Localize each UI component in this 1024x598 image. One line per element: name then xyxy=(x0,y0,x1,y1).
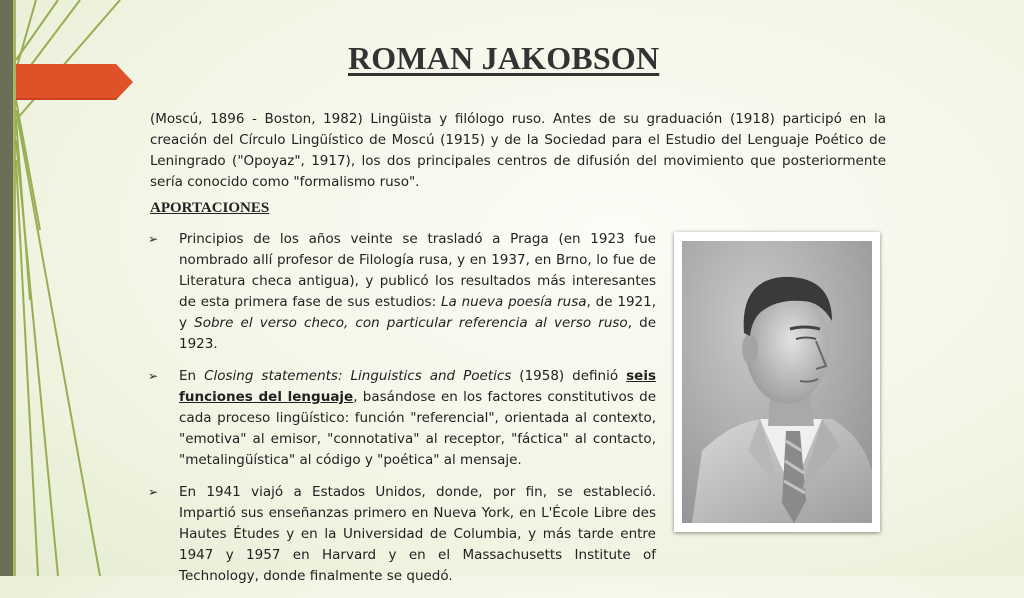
bullet-item: ➢ Principios de los años veinte se trasladó a Praga (en 1923 fue nombrado allí profesor de Filología rusa, y en 1937, en Brno, lo fue de Literatura checa antigua), y publicó los resultados más interesantes de esta primera fase de sus estudios: La nueva poesía rusa, de 1921, y Sobre el verso checo, con particular referencia al verso ruso, de 1923. xyxy=(148,231,657,352)
left-decoration xyxy=(0,0,140,576)
arrow-bullet-icon: ➢ xyxy=(148,369,159,383)
intro-paragraph: (Moscú, 1896 - Boston, 1982) Lingüista y filólogo ruso. Antes de su graduación (1918) participó en la creación del Círculo Lingüístico de Moscú (1915) y de la Sociedad para el Estudio del Lenguaje Poético de Leningrado ("Opoyaz", 1917), los dos principales centros de difusión del movimiento que posteriormente sería conocido como "formalismo ruso". xyxy=(150,111,886,190)
arrow-bullet-icon: ➢ xyxy=(148,485,159,499)
light-stripe xyxy=(13,0,16,576)
bullet-item: ➢ En 1941 viajó a Estados Unidos, donde, por fin, se estableció. Impartió sus enseñanzas primero en Nueva York, en L'École Libre des Hautes Études y en la Universidad de Columbia, y más tarde entre 1947 y 1957 en Harvard y en el Massachusetts Institute of Technology, donde finalmente se quedó. xyxy=(148,484,656,584)
section-heading: APORTACIONES xyxy=(150,200,270,216)
bullet-item: ➢ En Closing statements: Linguistics and Poetics (1958) definió seis funciones del lenguaje, basándose en los factores constitutivos de cada proceso lingüístico: función "referencial", orientada al contexto, "emotiva" al emisor, "connotativa" al receptor, "fáctica" al contacto, "metalingüística" al código y "poética" al mensaje. xyxy=(148,368,656,468)
page-title: ROMAN JAKOBSON xyxy=(348,40,660,76)
accent-arrow xyxy=(16,64,133,100)
bullet-list xyxy=(148,229,656,598)
arrow-bullet-icon: ➢ xyxy=(148,232,159,246)
dark-stripe xyxy=(0,0,13,576)
portrait-frame xyxy=(674,232,880,532)
portrait-photo xyxy=(682,241,872,523)
